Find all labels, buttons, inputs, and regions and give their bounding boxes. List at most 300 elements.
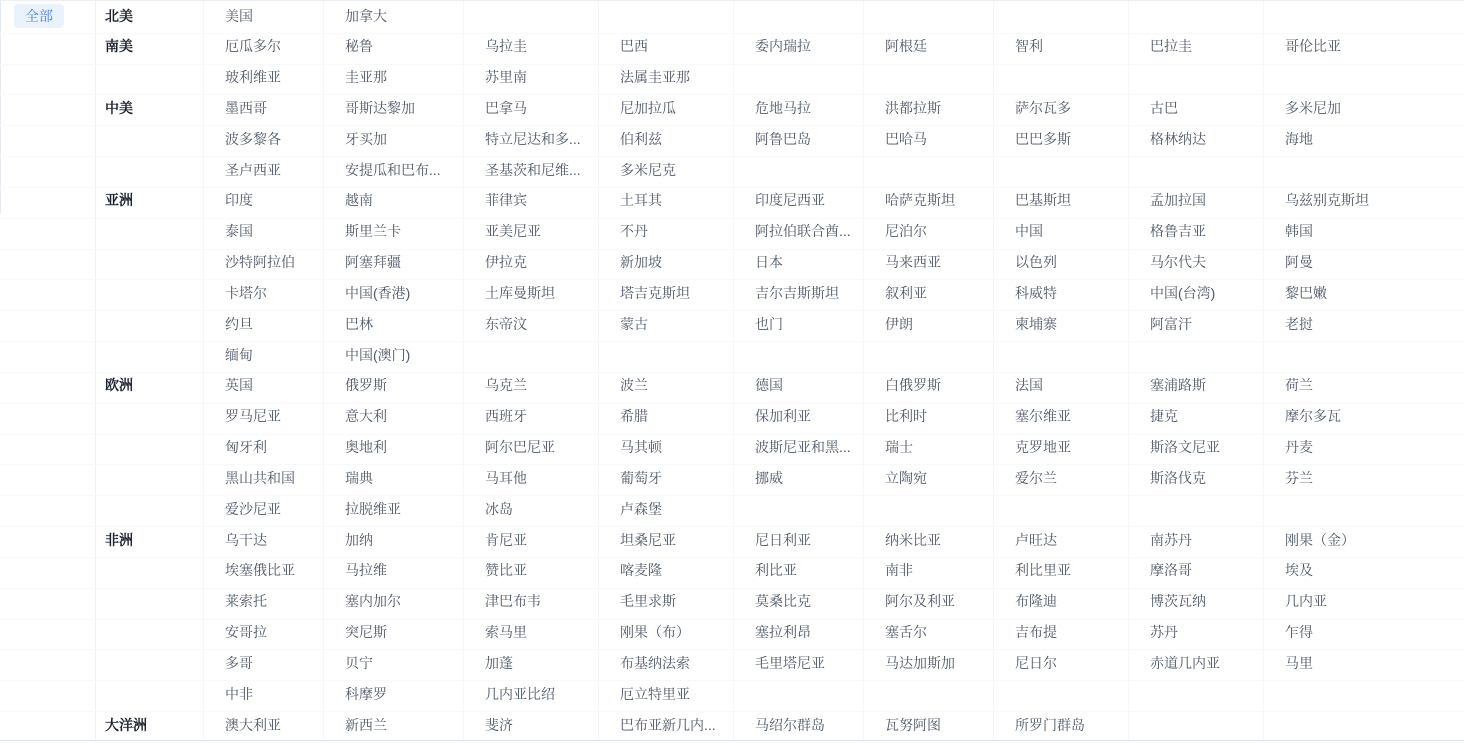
country-cell bbox=[225, 589, 345, 614]
country-cell bbox=[755, 188, 885, 213]
country-option[interactable]: 斐济 bbox=[485, 716, 513, 733]
country-cell bbox=[755, 219, 885, 244]
country-option[interactable]: 巴巴多斯 bbox=[1015, 130, 1071, 147]
country-cell bbox=[755, 95, 885, 120]
country-cell bbox=[1015, 126, 1150, 151]
country-option[interactable]: 缅甸 bbox=[225, 346, 253, 363]
country-option[interactable]: 意大利 bbox=[345, 408, 387, 425]
continent-asia[interactable]: 亚洲 bbox=[105, 192, 133, 209]
country-option[interactable]: 圣卢西亚 bbox=[225, 161, 281, 178]
continent-central-america[interactable]: 中美 bbox=[105, 99, 133, 116]
country-option[interactable]: 菲律宾 bbox=[485, 192, 527, 209]
country-option[interactable]: 马绍尔群岛 bbox=[755, 716, 825, 733]
filter-all-cell bbox=[0, 250, 95, 275]
country-cell bbox=[620, 342, 755, 367]
country-cell bbox=[1285, 650, 1464, 675]
country-option[interactable]: 东帝汶 bbox=[485, 315, 527, 332]
country-option[interactable]: 奥地利 bbox=[345, 439, 387, 456]
country-option[interactable]: 尼泊尔 bbox=[885, 223, 927, 240]
country-cell bbox=[485, 126, 620, 151]
country-option[interactable]: 阿尔巴尼亚 bbox=[485, 439, 555, 456]
country-cell bbox=[485, 3, 620, 30]
filter-all-cell bbox=[0, 126, 95, 151]
country-option[interactable]: 几内亚 bbox=[1285, 593, 1327, 610]
country-cell bbox=[1015, 3, 1150, 30]
country-cell bbox=[485, 373, 620, 398]
country-option[interactable]: 乌拉圭 bbox=[485, 38, 527, 55]
country-option[interactable]: 新加坡 bbox=[620, 254, 662, 271]
country-option[interactable]: 阿曼 bbox=[1285, 254, 1313, 271]
country-option[interactable]: 卡塔尔 bbox=[225, 284, 267, 301]
country-cell bbox=[885, 126, 1015, 151]
region-row bbox=[0, 342, 1464, 373]
country-cell bbox=[1150, 250, 1285, 275]
country-option[interactable]: 以色列 bbox=[1015, 254, 1057, 271]
country-option[interactable]: 苏丹 bbox=[1150, 624, 1178, 641]
country-option[interactable]: 巴林 bbox=[345, 315, 373, 332]
country-option[interactable]: 玻利维亚 bbox=[225, 69, 281, 86]
country-cell bbox=[485, 65, 620, 90]
country-option[interactable]: 马来西亚 bbox=[885, 254, 941, 271]
country-option[interactable]: 中国(台湾) bbox=[1150, 284, 1216, 301]
country-option[interactable]: 贝宁 bbox=[345, 654, 373, 671]
country-cell bbox=[885, 712, 1015, 737]
continent-europe[interactable]: 欧洲 bbox=[105, 377, 133, 394]
country-cell bbox=[485, 250, 620, 275]
filter-all-cell bbox=[0, 95, 95, 120]
country-option[interactable]: 海地 bbox=[1285, 130, 1313, 147]
country-cell bbox=[1285, 311, 1464, 336]
country-option[interactable]: 智利 bbox=[1015, 38, 1043, 55]
country-option[interactable]: 摩尔多瓦 bbox=[1285, 408, 1341, 425]
filter-all-cell bbox=[0, 681, 95, 706]
row-filler bbox=[0, 429, 95, 434]
country-option[interactable]: 巴哈马 bbox=[885, 130, 927, 147]
country-option[interactable]: 伊朗 bbox=[885, 315, 913, 332]
filter-all-button[interactable]: 全部 bbox=[14, 4, 64, 28]
country-cell bbox=[345, 280, 485, 305]
region-row bbox=[0, 188, 1464, 219]
filter-all-cell bbox=[0, 527, 95, 552]
country-cell bbox=[755, 712, 885, 737]
continent-cell bbox=[95, 280, 225, 305]
region-row bbox=[0, 404, 1464, 435]
country-option[interactable]: 韩国 bbox=[1285, 223, 1313, 240]
country-option[interactable]: 几内亚比绍 bbox=[485, 685, 555, 702]
country-option[interactable]: 多米尼克 bbox=[620, 161, 676, 178]
country-option[interactable]: 澳大利亚 bbox=[225, 716, 281, 733]
country-option[interactable]: 安哥拉 bbox=[225, 624, 267, 641]
country-option[interactable]: 伊拉克 bbox=[485, 254, 527, 271]
row-filler bbox=[0, 490, 95, 495]
country-cell bbox=[1150, 496, 1285, 521]
country-option[interactable]: 索马里 bbox=[485, 624, 527, 641]
country-cell bbox=[885, 465, 1015, 490]
country-option[interactable]: 叙利亚 bbox=[885, 284, 927, 301]
country-option[interactable]: 委内瑞拉 bbox=[755, 38, 811, 55]
country-option[interactable]: 马其顿 bbox=[620, 439, 662, 456]
country-cell bbox=[225, 404, 345, 429]
country-cell bbox=[1285, 219, 1464, 244]
country-option[interactable]: 尼日尔 bbox=[1015, 654, 1057, 671]
filter-all-cell bbox=[0, 404, 95, 429]
country-option[interactable]: 喀麦隆 bbox=[620, 562, 662, 579]
region-row bbox=[0, 435, 1464, 466]
country-cell bbox=[755, 404, 885, 429]
country-option[interactable]: 瑞士 bbox=[885, 439, 913, 456]
country-option[interactable]: 克罗地亚 bbox=[1015, 439, 1071, 456]
country-option[interactable]: 哥伦比亚 bbox=[1285, 38, 1341, 55]
country-cell bbox=[225, 558, 345, 583]
region-row bbox=[0, 280, 1464, 311]
continent-cell bbox=[95, 95, 225, 120]
country-option[interactable]: 瑞典 bbox=[345, 469, 373, 486]
country-option[interactable]: 牙买加 bbox=[345, 130, 387, 147]
country-option[interactable]: 马里 bbox=[1285, 654, 1313, 671]
country-option[interactable]: 波斯尼亚和黑... bbox=[755, 439, 851, 456]
country-option[interactable]: 津巴布韦 bbox=[485, 593, 541, 610]
country-cell bbox=[345, 65, 485, 90]
country-cell bbox=[225, 250, 345, 275]
country-option[interactable]: 马尔代夫 bbox=[1150, 254, 1206, 271]
country-cell bbox=[485, 589, 620, 614]
country-option[interactable]: 丹麦 bbox=[1285, 439, 1313, 456]
country-option[interactable]: 波兰 bbox=[620, 377, 648, 394]
country-option[interactable]: 斯里兰卡 bbox=[345, 223, 401, 240]
country-cell bbox=[345, 589, 485, 614]
country-cell bbox=[755, 126, 885, 151]
country-option[interactable]: 肯尼亚 bbox=[485, 531, 527, 548]
country-option[interactable]: 乍得 bbox=[1285, 624, 1313, 641]
country-option[interactable]: 格鲁吉亚 bbox=[1150, 223, 1206, 240]
country-option[interactable]: 埃及 bbox=[1285, 562, 1313, 579]
country-option[interactable]: 柬埔寨 bbox=[1015, 315, 1057, 332]
country-option[interactable]: 赞比亚 bbox=[485, 562, 527, 579]
country-option[interactable]: 古巴 bbox=[1150, 99, 1178, 116]
country-option[interactable]: 科摩罗 bbox=[345, 685, 387, 702]
country-option[interactable]: 塞尔维亚 bbox=[1015, 408, 1071, 425]
country-option[interactable]: 拉脱维亚 bbox=[345, 500, 401, 517]
country-option[interactable]: 土库曼斯坦 bbox=[485, 284, 555, 301]
country-option[interactable]: 美国 bbox=[225, 8, 253, 25]
country-option[interactable]: 秘鲁 bbox=[345, 38, 373, 55]
country-cell bbox=[345, 435, 485, 460]
country-option[interactable]: 利比里亚 bbox=[1015, 562, 1071, 579]
country-option[interactable]: 英国 bbox=[225, 377, 253, 394]
country-option[interactable]: 希腊 bbox=[620, 408, 648, 425]
filter-all-cell bbox=[0, 465, 95, 490]
country-cell bbox=[755, 280, 885, 305]
continent-africa[interactable]: 非洲 bbox=[105, 531, 133, 548]
country-option[interactable]: 哈萨克斯坦 bbox=[885, 192, 955, 209]
country-option[interactable]: 日本 bbox=[755, 254, 783, 271]
filter-all-cell bbox=[0, 435, 95, 460]
country-cell bbox=[755, 373, 885, 398]
country-option[interactable]: 蒙古 bbox=[620, 315, 648, 332]
country-option[interactable]: 巴拉圭 bbox=[1150, 38, 1192, 55]
filter-all-cell bbox=[0, 3, 95, 30]
country-option[interactable]: 阿塞拜疆 bbox=[345, 254, 401, 271]
continent-cell bbox=[95, 3, 225, 30]
country-option[interactable]: 乌干达 bbox=[225, 531, 267, 548]
country-option[interactable]: 卢旺达 bbox=[1015, 531, 1057, 548]
country-option[interactable]: 吉尔吉斯斯坦 bbox=[755, 284, 839, 301]
region-row bbox=[0, 3, 1464, 34]
country-cell bbox=[755, 311, 885, 336]
country-cell bbox=[1150, 712, 1285, 737]
country-option[interactable]: 莫桑比克 bbox=[755, 593, 811, 610]
country-cell bbox=[345, 465, 485, 490]
continent-cell bbox=[95, 311, 225, 336]
country-option[interactable]: 捷克 bbox=[1150, 408, 1178, 425]
country-option[interactable]: 乌兹别克斯坦 bbox=[1285, 192, 1369, 209]
country-cell bbox=[1150, 404, 1285, 429]
country-cell bbox=[1015, 712, 1150, 737]
country-option[interactable]: 墨西哥 bbox=[225, 99, 267, 116]
country-option[interactable]: 巴基斯坦 bbox=[1015, 192, 1071, 209]
country-option[interactable]: 阿根廷 bbox=[885, 38, 927, 55]
country-option[interactable]: 新西兰 bbox=[345, 716, 387, 733]
country-cell bbox=[620, 404, 755, 429]
country-option[interactable]: 中国(澳门) bbox=[345, 346, 411, 363]
country-option[interactable]: 危地马拉 bbox=[755, 99, 811, 116]
country-option[interactable]: 纳米比亚 bbox=[885, 531, 941, 548]
country-cell bbox=[1285, 465, 1464, 490]
country-option[interactable]: 格林纳达 bbox=[1150, 130, 1206, 147]
country-option[interactable]: 苏里南 bbox=[485, 69, 527, 86]
country-cell bbox=[1150, 188, 1285, 213]
filter-all-cell bbox=[0, 311, 95, 336]
country-option[interactable]: 巴布亚新几内... bbox=[620, 716, 716, 733]
country-option[interactable]: 阿鲁巴岛 bbox=[755, 130, 811, 147]
country-option[interactable]: 中国 bbox=[1015, 223, 1043, 240]
row-filler bbox=[0, 90, 95, 95]
country-option[interactable]: 吉布提 bbox=[1015, 624, 1057, 641]
country-option[interactable]: 波多黎各 bbox=[225, 130, 281, 147]
country-cell bbox=[885, 280, 1015, 305]
country-option[interactable]: 马达加斯加 bbox=[885, 654, 955, 671]
country-option[interactable]: 塞舌尔 bbox=[885, 624, 927, 641]
country-option[interactable]: 斯洛文尼亚 bbox=[1150, 439, 1220, 456]
country-cell bbox=[620, 34, 755, 59]
continent-oceania[interactable]: 大洋洲 bbox=[105, 716, 147, 733]
country-option[interactable]: 不丹 bbox=[620, 223, 648, 240]
country-option[interactable]: 博茨瓦纳 bbox=[1150, 593, 1206, 610]
country-cell bbox=[345, 558, 485, 583]
country-cell bbox=[485, 404, 620, 429]
country-cell bbox=[885, 342, 1015, 367]
country-cell bbox=[485, 157, 620, 182]
country-cell bbox=[225, 465, 345, 490]
country-option[interactable]: 西班牙 bbox=[485, 408, 527, 425]
country-option[interactable]: 突尼斯 bbox=[345, 624, 387, 641]
country-option[interactable]: 哥斯达黎加 bbox=[345, 99, 415, 116]
country-option[interactable]: 乌克兰 bbox=[485, 377, 527, 394]
country-option[interactable]: 俄罗斯 bbox=[345, 377, 387, 394]
country-cell bbox=[345, 3, 485, 30]
country-cell bbox=[1150, 311, 1285, 336]
country-option[interactable]: 埃塞俄比亚 bbox=[225, 562, 295, 579]
country-option[interactable]: 冰岛 bbox=[485, 500, 513, 517]
country-option[interactable]: 加蓬 bbox=[485, 654, 513, 671]
country-option[interactable]: 伯利兹 bbox=[620, 130, 662, 147]
country-option[interactable]: 土耳其 bbox=[620, 192, 662, 209]
country-cell bbox=[1015, 219, 1150, 244]
country-option[interactable]: 塞内加尔 bbox=[345, 593, 401, 610]
country-option[interactable]: 莱索托 bbox=[225, 593, 267, 610]
country-option[interactable]: 爱沙尼亚 bbox=[225, 500, 281, 517]
country-option[interactable]: 安提瓜和巴布... bbox=[345, 161, 441, 178]
country-option[interactable]: 瓦努阿图 bbox=[885, 716, 941, 733]
country-option[interactable]: 印度尼西亚 bbox=[755, 192, 825, 209]
country-option[interactable]: 坦桑尼亚 bbox=[620, 531, 676, 548]
country-option[interactable]: 毛里塔尼亚 bbox=[755, 654, 825, 671]
country-option[interactable]: 马耳他 bbox=[485, 469, 527, 486]
country-option[interactable]: 越南 bbox=[345, 192, 373, 209]
country-option[interactable]: 亚美尼亚 bbox=[485, 223, 541, 240]
country-option[interactable]: 立陶宛 bbox=[885, 469, 927, 486]
country-option[interactable]: 布基纳法索 bbox=[620, 654, 690, 671]
country-option[interactable]: 斯洛伐克 bbox=[1150, 469, 1206, 486]
country-cell bbox=[225, 34, 345, 59]
country-option[interactable]: 利比亚 bbox=[755, 562, 797, 579]
country-option[interactable]: 多米尼加 bbox=[1285, 99, 1341, 116]
country-option[interactable]: 洪都拉斯 bbox=[885, 99, 941, 116]
country-cell bbox=[1285, 558, 1464, 583]
country-cell bbox=[225, 280, 345, 305]
country-cell bbox=[485, 712, 620, 737]
country-option[interactable]: 白俄罗斯 bbox=[885, 377, 941, 394]
filter-all-cell bbox=[0, 496, 95, 521]
filter-all-cell bbox=[0, 373, 95, 398]
country-option[interactable]: 阿拉伯联合酋... bbox=[755, 223, 851, 240]
row-filler bbox=[0, 737, 95, 742]
country-option[interactable]: 黑山共和国 bbox=[225, 469, 295, 486]
country-option[interactable]: 保加利亚 bbox=[755, 408, 811, 425]
country-option[interactable]: 德国 bbox=[755, 377, 783, 394]
country-option[interactable]: 黎巴嫩 bbox=[1285, 284, 1327, 301]
country-cell bbox=[620, 620, 755, 645]
country-cell bbox=[1015, 435, 1150, 460]
country-option[interactable]: 法属圭亚那 bbox=[620, 69, 690, 86]
region-row bbox=[0, 65, 1464, 96]
country-option[interactable]: 圭亚那 bbox=[345, 69, 387, 86]
country-option[interactable]: 尼加拉瓜 bbox=[620, 99, 676, 116]
country-option[interactable]: 约旦 bbox=[225, 315, 253, 332]
country-option[interactable]: 老挝 bbox=[1285, 315, 1313, 332]
country-cell bbox=[225, 435, 345, 460]
country-cell bbox=[1285, 404, 1464, 429]
country-option[interactable]: 加拿大 bbox=[345, 8, 387, 25]
country-option[interactable]: 毛里求斯 bbox=[620, 593, 676, 610]
country-cell bbox=[620, 465, 755, 490]
country-option[interactable]: 中国(香港) bbox=[345, 284, 411, 301]
country-option[interactable]: 挪威 bbox=[755, 469, 783, 486]
country-option[interactable]: 印度 bbox=[225, 192, 253, 209]
country-cell bbox=[755, 558, 885, 583]
country-option[interactable]: 比利时 bbox=[885, 408, 927, 425]
country-option[interactable]: 阿富汗 bbox=[1150, 315, 1192, 332]
country-option[interactable]: 葡萄牙 bbox=[620, 469, 662, 486]
country-option[interactable]: 匈牙利 bbox=[225, 439, 267, 456]
country-option[interactable]: 卢森堡 bbox=[620, 500, 662, 517]
country-option[interactable]: 孟加拉国 bbox=[1150, 192, 1206, 209]
country-cell bbox=[1015, 650, 1150, 675]
country-option[interactable]: 圣基茨和尼维... bbox=[485, 161, 581, 178]
country-option[interactable]: 特立尼达和多... bbox=[485, 130, 581, 147]
country-option[interactable]: 荷兰 bbox=[1285, 377, 1313, 394]
country-cell bbox=[345, 126, 485, 151]
continent-cell bbox=[95, 157, 225, 182]
country-cell bbox=[1150, 373, 1285, 398]
country-option[interactable]: 摩洛哥 bbox=[1150, 562, 1192, 579]
continent-south-america[interactable]: 南美 bbox=[105, 38, 133, 55]
country-option[interactable]: 南苏丹 bbox=[1150, 531, 1192, 548]
country-option[interactable]: 赤道几内亚 bbox=[1150, 654, 1220, 671]
country-option[interactable]: 南非 bbox=[885, 562, 913, 579]
country-option[interactable]: 加纳 bbox=[345, 531, 373, 548]
country-option[interactable]: 芬兰 bbox=[1285, 469, 1313, 486]
country-cell bbox=[485, 280, 620, 305]
country-cell bbox=[1285, 188, 1464, 213]
country-option[interactable]: 塔吉克斯坦 bbox=[620, 284, 690, 301]
country-option[interactable]: 沙特阿拉伯 bbox=[225, 254, 295, 271]
country-cell bbox=[885, 650, 1015, 675]
country-option[interactable]: 法国 bbox=[1015, 377, 1043, 394]
country-option[interactable]: 所罗门群岛 bbox=[1015, 716, 1085, 733]
country-option[interactable]: 罗马尼亚 bbox=[225, 408, 281, 425]
country-option[interactable]: 科威特 bbox=[1015, 284, 1057, 301]
country-cell bbox=[1150, 65, 1285, 90]
country-cell bbox=[485, 95, 620, 120]
country-option[interactable]: 尼日利亚 bbox=[755, 531, 811, 548]
country-option[interactable]: 爱尔兰 bbox=[1015, 469, 1057, 486]
country-option[interactable]: 多哥 bbox=[225, 654, 253, 671]
country-option[interactable]: 塞拉利昂 bbox=[755, 624, 811, 641]
country-option[interactable]: 刚果（金） bbox=[1285, 531, 1355, 548]
country-option[interactable]: 泰国 bbox=[225, 223, 253, 240]
continent-north-america[interactable]: 北美 bbox=[105, 8, 133, 25]
country-option[interactable]: 厄立特里亚 bbox=[620, 685, 690, 702]
row-filler bbox=[0, 275, 95, 280]
country-option[interactable]: 塞浦路斯 bbox=[1150, 377, 1206, 394]
country-option[interactable]: 刚果（布） bbox=[620, 624, 690, 641]
country-option[interactable]: 巴拿马 bbox=[485, 99, 527, 116]
row-filler bbox=[0, 552, 95, 557]
filter-all-cell bbox=[0, 34, 95, 59]
country-option[interactable]: 也门 bbox=[755, 315, 783, 332]
country-cell bbox=[485, 650, 620, 675]
country-cell bbox=[225, 65, 345, 90]
country-option[interactable]: 中非 bbox=[225, 685, 253, 702]
country-option[interactable]: 布隆迪 bbox=[1015, 593, 1057, 610]
country-cell bbox=[755, 681, 885, 706]
region-row bbox=[0, 620, 1464, 651]
country-cell bbox=[225, 126, 345, 151]
country-cell bbox=[755, 3, 885, 30]
country-option[interactable]: 巴西 bbox=[620, 38, 648, 55]
country-cell bbox=[1150, 157, 1285, 182]
country-cell bbox=[1015, 373, 1150, 398]
region-row bbox=[0, 496, 1464, 527]
country-cell bbox=[885, 219, 1015, 244]
country-cell bbox=[1150, 126, 1285, 151]
country-cell bbox=[345, 34, 485, 59]
country-option[interactable]: 厄瓜多尔 bbox=[225, 38, 281, 55]
country-option[interactable]: 阿尔及利亚 bbox=[885, 593, 955, 610]
country-option[interactable]: 马拉维 bbox=[345, 562, 387, 579]
country-option[interactable]: 萨尔瓦多 bbox=[1015, 99, 1071, 116]
